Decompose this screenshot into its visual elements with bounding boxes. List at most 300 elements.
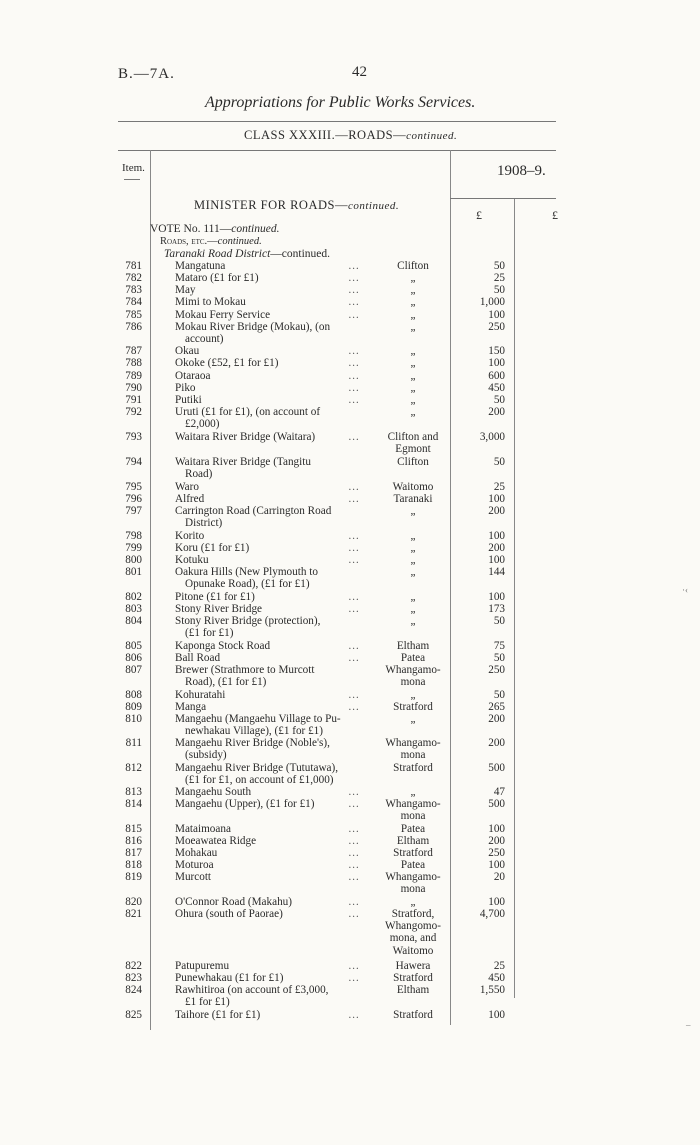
description-text: Mokau River Bridge (Mokau), (on	[175, 321, 331, 333]
item-number: 801	[125, 566, 142, 578]
item-description	[175, 321, 365, 345]
description-text: Putiki	[175, 394, 202, 406]
amount: 150	[488, 345, 505, 357]
electorate	[380, 859, 446, 871]
electorate-line: „	[410, 603, 416, 615]
item-number: 786	[125, 321, 142, 333]
amount: 265	[488, 701, 505, 713]
leader-dots: …	[348, 591, 360, 603]
item-description	[175, 640, 365, 652]
electorate-line: mona	[400, 676, 426, 689]
document-reference: B.—7A.	[118, 66, 175, 82]
amount: 173	[488, 603, 505, 615]
electorate-line: „	[410, 505, 416, 517]
electorate-line: Whangamo-	[385, 798, 441, 810]
item-number: 804	[125, 615, 142, 627]
item-description	[175, 1009, 365, 1021]
electorate-line: „	[410, 786, 416, 798]
item-number: 813	[125, 786, 142, 798]
leader-dots: …	[348, 272, 360, 284]
description-text: Mangaehu River Bridge (Tututawa),	[175, 762, 339, 774]
item-description	[175, 554, 365, 566]
item-number: 789	[125, 370, 142, 382]
electorate-line: Egmont	[395, 443, 431, 456]
item-number: 816	[125, 835, 142, 847]
amount: 75	[493, 640, 505, 652]
electorate	[380, 260, 446, 272]
electorate	[380, 652, 446, 664]
electorate-line: „	[410, 713, 416, 725]
amount: 1,000	[479, 296, 505, 308]
electorate-line: Stratford	[393, 972, 433, 984]
description-text: Stony River Bridge (protection),	[175, 615, 321, 627]
item-description	[175, 296, 365, 308]
leader-dots: …	[348, 370, 360, 382]
electorate	[380, 431, 446, 455]
item-description	[175, 481, 365, 493]
leader-dots: …	[348, 296, 360, 308]
item-description	[175, 762, 365, 786]
description-text: Alfred	[175, 493, 205, 505]
item-number: 824	[125, 984, 142, 996]
leader-dots: …	[348, 960, 360, 972]
electorate-line: Whangamo-	[385, 737, 441, 749]
description-continuation: Opunake Road), (£1 for £1)	[185, 578, 310, 591]
description-text: Moturoa	[175, 859, 214, 871]
item-description	[175, 984, 365, 1008]
minister-heading-text: MINISTER FOR ROADS—	[194, 198, 348, 212]
item-description	[175, 260, 365, 272]
item-number: 794	[125, 456, 142, 468]
item-description	[175, 701, 365, 713]
electorate	[380, 272, 446, 284]
electorate	[380, 972, 446, 984]
year-column-header: 1908–9.	[497, 163, 546, 179]
electorate-line: Stratford	[393, 701, 433, 713]
electorate-line: Patea	[400, 859, 426, 871]
item-number: 818	[125, 859, 142, 871]
description-text: Mangaehu (Mangaehu Village to Pu-	[175, 713, 341, 725]
amount: 3,000	[479, 431, 505, 443]
item-description	[175, 798, 365, 810]
item-number: 812	[125, 762, 142, 774]
item-number: 783	[125, 284, 142, 296]
electorate-line: mona	[400, 749, 426, 762]
item-description	[175, 664, 365, 688]
leader-dots: …	[348, 493, 360, 505]
amount: 100	[488, 1009, 505, 1021]
electorate-line: „	[410, 357, 416, 369]
margin-mark: ·‹	[682, 585, 688, 595]
description-continuation: account)	[185, 333, 224, 346]
electorate	[380, 382, 446, 394]
item-number: 823	[125, 972, 142, 984]
description-text: Waitara River Bridge (Waitara)	[175, 431, 316, 443]
item-number: 817	[125, 847, 142, 859]
vote-heading-continued: continued.	[231, 223, 280, 235]
electorate-line: Stratford,	[391, 908, 435, 920]
leader-dots: …	[348, 284, 360, 296]
leader-dots: …	[348, 896, 360, 908]
currency-symbol-2: £	[552, 208, 558, 222]
leader-dots: …	[348, 859, 360, 871]
electorate	[380, 321, 446, 333]
electorate	[380, 357, 446, 369]
description-text: Mimi to Mokau	[175, 296, 246, 308]
description-text: Okau	[175, 345, 200, 357]
electorate	[380, 591, 446, 603]
description-text: Punewhakau (£1 for £1)	[175, 972, 284, 984]
description-text: Kohuratahi	[175, 689, 226, 701]
electorate-line: Patea	[400, 823, 426, 835]
class-heading-text: CLASS XXXIII.—ROADS—	[244, 128, 407, 142]
item-number: 822	[125, 960, 142, 972]
item-number: 800	[125, 554, 142, 566]
item-description	[175, 713, 365, 737]
item-description	[175, 272, 365, 284]
amount: 50	[493, 652, 505, 664]
item-number: 815	[125, 823, 142, 835]
item-description	[175, 591, 365, 603]
amount: 20	[493, 871, 505, 883]
description-continuation: (£1 for £1, on account of £1,000)	[185, 774, 334, 787]
item-number: 825	[125, 1009, 142, 1021]
leader-dots: …	[348, 847, 360, 859]
amount: 250	[488, 321, 505, 333]
leader-dots: …	[348, 652, 360, 664]
description-text: Mohakau	[175, 847, 218, 859]
electorate-line: Taranaki	[393, 493, 433, 505]
electorate-line: „	[410, 321, 416, 333]
description-continuation: (£1 for £1)	[185, 627, 234, 640]
electorate-line: Eltham	[396, 640, 430, 652]
description-text: Kaponga Stock Road	[175, 640, 271, 652]
item-description	[175, 530, 365, 542]
electorate-line: Stratford	[393, 762, 433, 774]
description-text: Uruti (£1 for £1), (on account of	[175, 406, 321, 418]
roads-subheading-continued: continued.	[217, 236, 262, 247]
electorate-line: Hawera	[395, 960, 431, 972]
electorate-line: mona, and	[389, 932, 437, 945]
item-description	[175, 737, 365, 761]
amount: 100	[488, 309, 505, 321]
electorate-line: „	[410, 394, 416, 406]
item-number: 799	[125, 542, 142, 554]
minister-heading-continued: continued.	[347, 200, 400, 212]
description-text: Mangatuna	[175, 260, 226, 272]
item-number: 821	[125, 908, 142, 920]
amount: 250	[488, 847, 505, 859]
amount: 4,700	[479, 908, 505, 920]
item-description	[175, 406, 365, 430]
description-text: Brewer (Strathmore to Murcott	[175, 664, 315, 676]
item-number: 782	[125, 272, 142, 284]
electorate-line: „	[410, 406, 416, 418]
amount: 50	[493, 260, 505, 272]
electorate	[380, 505, 446, 517]
class-heading-continued: continued.	[406, 130, 458, 142]
electorate-line: mona	[400, 810, 426, 823]
electorate	[380, 530, 446, 542]
item-number: 792	[125, 406, 142, 418]
amount: 200	[488, 835, 505, 847]
amount: 100	[488, 859, 505, 871]
amount: 25	[493, 272, 505, 284]
item-number: 795	[125, 481, 142, 493]
electorate-line: Eltham	[396, 984, 430, 996]
item-column-header: Item.	[122, 162, 145, 174]
leader-dots: …	[348, 309, 360, 321]
electorate	[380, 615, 446, 627]
leader-dots: …	[348, 542, 360, 554]
minister-heading	[194, 198, 399, 213]
item-number: 809	[125, 701, 142, 713]
leader-dots: …	[348, 260, 360, 272]
description-continuation: Road), (£1 for £1)	[185, 676, 267, 689]
leader-dots: …	[348, 603, 360, 615]
electorate	[380, 762, 446, 774]
leader-dots: …	[348, 871, 360, 883]
item-number: 819	[125, 871, 142, 883]
description-text: Ball Road	[175, 652, 221, 664]
item-description	[175, 431, 365, 443]
electorate-line: Clifton	[397, 456, 429, 468]
electorate	[380, 296, 446, 308]
electorate-line: mona	[400, 883, 426, 896]
district-subheading	[164, 248, 330, 260]
item-number: 802	[125, 591, 142, 603]
item-description	[175, 309, 365, 321]
amount: 500	[488, 762, 505, 774]
amount: 47	[493, 786, 505, 798]
description-text: Murcott	[175, 871, 212, 883]
amount: 100	[488, 896, 505, 908]
electorate-line: „	[410, 615, 416, 627]
description-text: Mataro (£1 for £1)	[175, 272, 259, 284]
amount: 450	[488, 382, 505, 394]
item-header-underline	[124, 179, 140, 180]
electorate	[380, 689, 446, 701]
item-description	[175, 493, 365, 505]
amount: 25	[493, 960, 505, 972]
item-column-divider	[150, 150, 151, 1030]
item-description	[175, 847, 365, 859]
electorate	[380, 640, 446, 652]
electorate	[380, 394, 446, 406]
description-text: May	[175, 284, 196, 296]
item-description	[175, 357, 365, 369]
description-text: Koru (£1 for £1)	[175, 542, 250, 554]
electorate-line: Whangamo-	[385, 871, 441, 883]
electorate-line: „	[410, 554, 416, 566]
description-continuation: £2,000)	[185, 418, 220, 431]
leader-dots: …	[348, 357, 360, 369]
amount: 200	[488, 713, 505, 725]
description-text: Waitara River Bridge (Tangitu	[175, 456, 311, 468]
description-text: Mokau Ferry Service	[175, 309, 271, 321]
amount: 50	[493, 615, 505, 627]
item-description	[175, 382, 365, 394]
electorate-line: Stratford	[393, 847, 433, 859]
amount: 50	[493, 689, 505, 701]
description-continuation: District)	[185, 517, 223, 530]
description-text: Rawhitiroa (on account of £3,000,	[175, 984, 329, 996]
description-text: Mangaehu River Bridge (Noble's),	[175, 737, 330, 749]
electorate-line: Waitomo	[392, 944, 434, 957]
electorate	[380, 566, 446, 578]
description-continuation: Road)	[185, 468, 213, 481]
item-number: 798	[125, 530, 142, 542]
electorate	[380, 786, 446, 798]
item-description	[175, 603, 365, 615]
electorate-line: „	[410, 896, 416, 908]
description-text: O'Connor Road (Makahu)	[175, 896, 292, 908]
description-text: Carrington Road (Carrington Road	[175, 505, 332, 517]
electorate	[380, 713, 446, 725]
item-number: 790	[125, 382, 142, 394]
item-description	[175, 345, 365, 357]
description-text: Okoke (£52, £1 for £1)	[175, 357, 279, 369]
currency-symbol-1: £	[476, 208, 482, 222]
item-number: 811	[125, 737, 142, 749]
electorate-line: Clifton and	[387, 431, 439, 443]
leader-dots: …	[348, 530, 360, 542]
amount: 600	[488, 370, 505, 382]
item-description	[175, 835, 365, 847]
item-description	[175, 284, 365, 296]
class-heading	[244, 128, 457, 143]
item-description	[175, 394, 365, 406]
item-number: 785	[125, 309, 142, 321]
description-text: Patupuremu	[175, 960, 230, 972]
amount: 144	[488, 566, 505, 578]
electorate	[380, 984, 446, 996]
item-description	[175, 689, 365, 701]
electorate-line: Eltham	[396, 835, 430, 847]
electorate	[380, 284, 446, 296]
electorate-line: Whangamo-	[385, 664, 441, 676]
description-text: Mataimoana	[175, 823, 231, 835]
electorate-line: Waitomo	[392, 481, 434, 493]
item-number: 814	[125, 798, 142, 810]
leader-dots: …	[348, 835, 360, 847]
electorate	[380, 309, 446, 321]
item-description	[175, 786, 365, 798]
leader-dots: …	[348, 345, 360, 357]
electorate	[380, 847, 446, 859]
item-description	[175, 542, 365, 554]
item-description	[175, 908, 365, 920]
description-text: Moeawatea Ridge	[175, 835, 257, 847]
amount: 50	[493, 284, 505, 296]
description-continuation: (subsidy)	[185, 749, 227, 762]
electorate	[380, 345, 446, 357]
item-number: 808	[125, 689, 142, 701]
leader-dots: …	[348, 908, 360, 920]
electorate	[380, 493, 446, 505]
item-number: 791	[125, 394, 142, 406]
district-name: Taranaki Road District	[164, 248, 271, 260]
electorate	[380, 456, 446, 468]
amount: 25	[493, 481, 505, 493]
item-number: 820	[125, 896, 142, 908]
leader-dots: …	[348, 701, 360, 713]
amount: 200	[488, 505, 505, 517]
margin-mark: –	[686, 1020, 691, 1030]
electorate-line: „	[410, 370, 416, 382]
amount: 100	[488, 530, 505, 542]
electorate	[380, 603, 446, 615]
description-text: Ohura (south of Paorae)	[175, 908, 283, 920]
leader-dots: …	[348, 481, 360, 493]
electorate-line: „	[410, 542, 416, 554]
electorate-line: „	[410, 566, 416, 578]
item-description	[175, 871, 365, 883]
leader-dots: …	[348, 972, 360, 984]
leader-dots: …	[348, 689, 360, 701]
electorate	[380, 871, 446, 895]
leader-dots: …	[348, 798, 360, 810]
description-text: Pitone (£1 for £1)	[175, 591, 255, 603]
amount: 200	[488, 406, 505, 418]
description-text: Manga	[175, 701, 207, 713]
electorate-line: „	[410, 345, 416, 357]
amount: 50	[493, 394, 505, 406]
item-number: 810	[125, 713, 142, 725]
electorate-line: „	[410, 272, 416, 284]
amount: 200	[488, 542, 505, 554]
amount: 100	[488, 591, 505, 603]
item-number: 803	[125, 603, 142, 615]
leader-dots: …	[348, 823, 360, 835]
item-number: 796	[125, 493, 142, 505]
vote-heading-text: VOTE No. 111—	[150, 223, 232, 235]
electorate	[380, 701, 446, 713]
item-description	[175, 823, 365, 835]
description-text: Stony River Bridge	[175, 603, 263, 615]
electorate	[380, 896, 446, 908]
item-number: 788	[125, 357, 142, 369]
item-description	[175, 456, 365, 480]
electorate-line: „	[410, 591, 416, 603]
amount-column-divider	[450, 150, 451, 1025]
amount: 100	[488, 823, 505, 835]
electorate-line: „	[410, 382, 416, 394]
electorate-line: „	[410, 689, 416, 701]
amount: 50	[493, 456, 505, 468]
electorate-line: Patea	[400, 652, 426, 664]
electorate	[380, 960, 446, 972]
description-text: Mangaehu South	[175, 786, 252, 798]
electorate	[380, 908, 446, 957]
electorate	[380, 1009, 446, 1021]
leader-dots: …	[348, 431, 360, 443]
electorate-line: „	[410, 284, 416, 296]
electorate-line: Clifton	[397, 260, 429, 272]
item-number: 793	[125, 431, 142, 443]
item-description	[175, 652, 365, 664]
description-continuation: £1 for £1)	[185, 996, 230, 1009]
electorate	[380, 823, 446, 835]
amount: 250	[488, 664, 505, 676]
leader-dots: …	[348, 1009, 360, 1021]
electorate	[380, 554, 446, 566]
description-text: Mangaehu (Upper), (£1 for £1)	[175, 798, 315, 810]
roads-subheading	[160, 236, 262, 247]
item-description	[175, 972, 365, 984]
electorate-line: „	[410, 530, 416, 542]
item-description	[175, 615, 365, 639]
